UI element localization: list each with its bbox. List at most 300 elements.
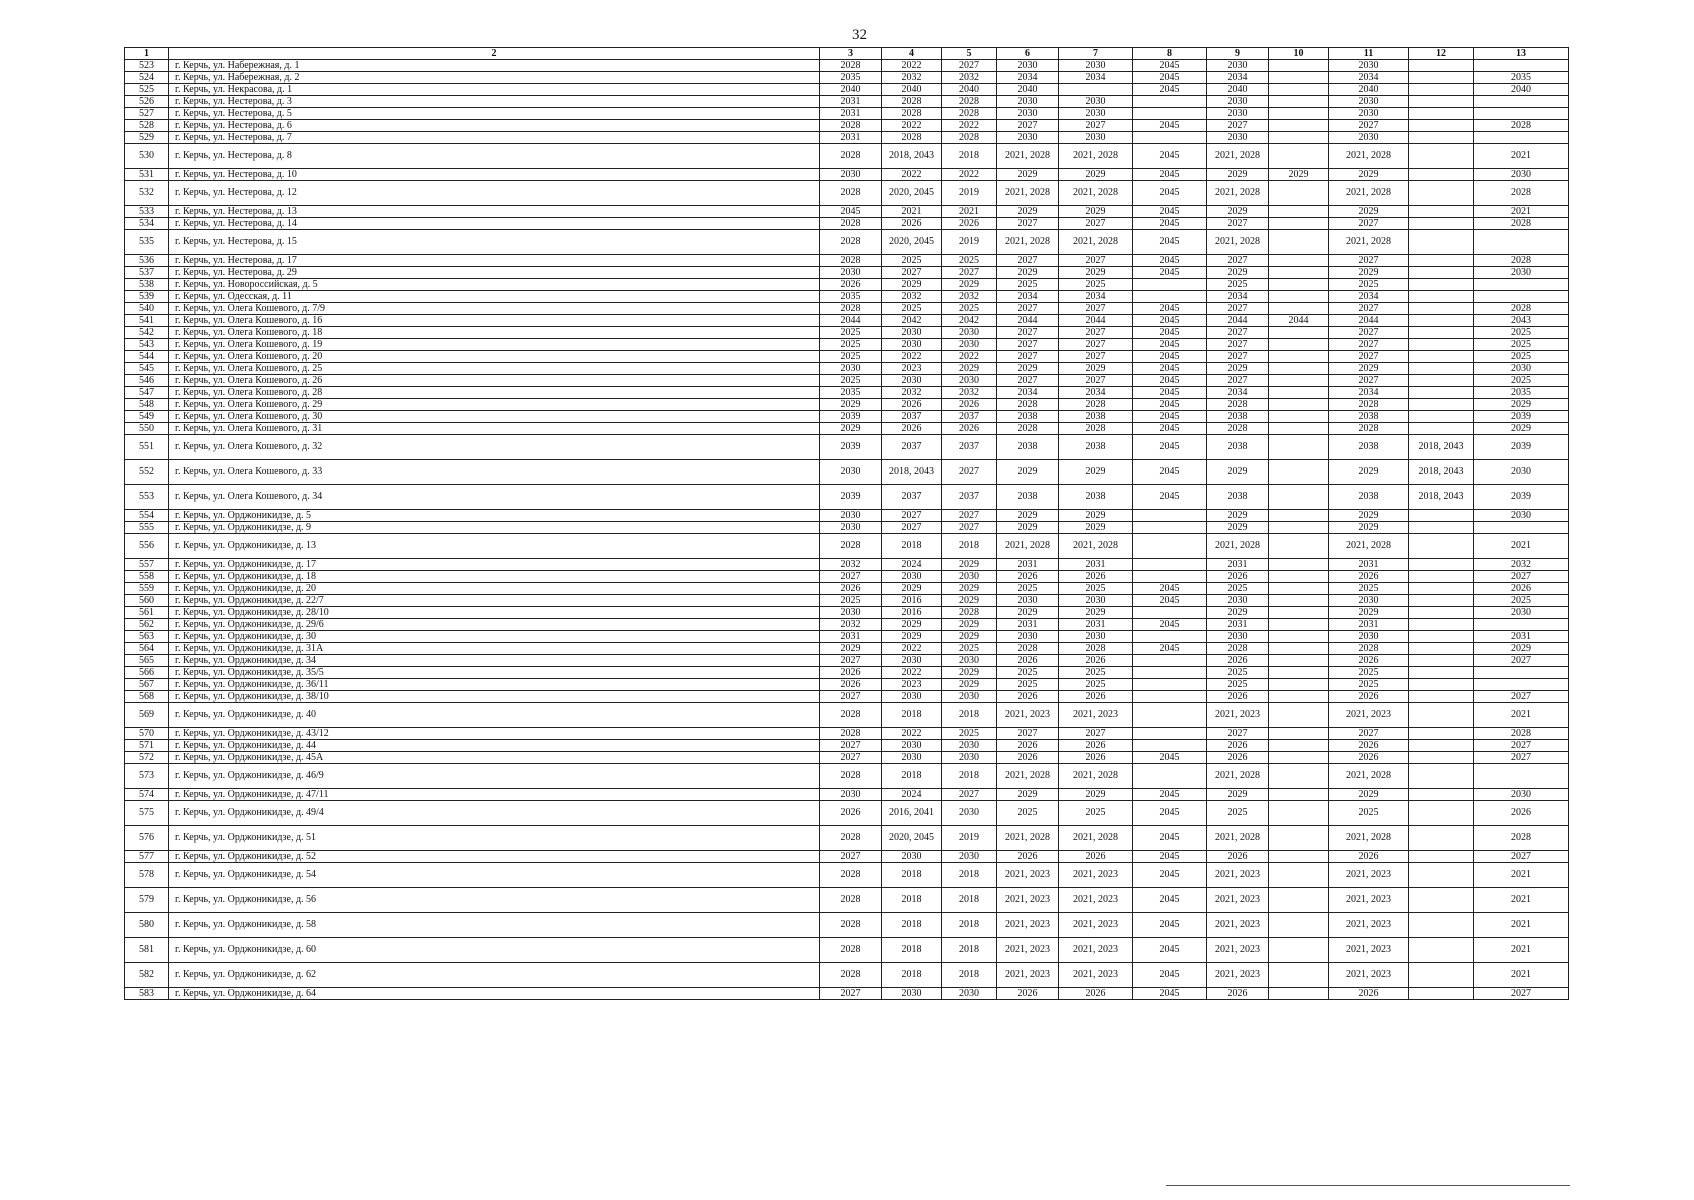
address-cell: г. Керчь, ул. Орджоникидзе, д. 51 <box>169 826 820 851</box>
year-cell: 2021, 2028 <box>1207 826 1269 851</box>
year-cell: 2030 <box>1207 132 1269 144</box>
year-cell: 2018 <box>882 963 942 988</box>
year-cell: 2027 <box>1474 691 1569 703</box>
year-cell: 2040 <box>1207 84 1269 96</box>
year-cell: 2031 <box>1207 619 1269 631</box>
year-cell: 2030 <box>820 169 882 181</box>
year-cell: 2045 <box>1133 913 1207 938</box>
year-cell: 2027 <box>997 327 1059 339</box>
row-number-cell: 562 <box>125 619 169 631</box>
year-cell: 2029 <box>1207 607 1269 619</box>
year-cell <box>1409 60 1474 72</box>
year-cell: 2022 <box>942 169 997 181</box>
year-cell: 2026 <box>942 423 997 435</box>
year-cell: 2029 <box>997 267 1059 279</box>
year-cell: 2045 <box>1133 363 1207 375</box>
address-cell: г. Керчь, ул. Орджоникидзе, д. 46/9 <box>169 764 820 789</box>
table-row <box>125 363 1569 375</box>
year-cell: 2025 <box>820 339 882 351</box>
address-cell: г. Керчь, ул. Олега Кошевого, д. 16 <box>169 315 820 327</box>
year-cell <box>1269 703 1329 728</box>
year-cell <box>1269 206 1329 218</box>
year-cell <box>1269 522 1329 534</box>
year-cell <box>1133 607 1207 619</box>
year-cell <box>1409 96 1474 108</box>
year-cell: 2021, 2028 <box>1329 764 1409 789</box>
year-cell: 2016, 2041 <box>882 801 942 826</box>
column-header: 5 <box>942 48 997 60</box>
year-cell: 2028 <box>820 144 882 169</box>
year-cell: 2026 <box>942 218 997 230</box>
year-cell: 2026 <box>1329 752 1409 764</box>
year-cell: 2021, 2023 <box>1059 938 1133 963</box>
year-cell: 2035 <box>820 387 882 399</box>
year-cell: 2027 <box>997 218 1059 230</box>
table-row <box>125 411 1569 423</box>
year-cell: 2034 <box>1059 72 1133 84</box>
year-cell: 2031 <box>820 132 882 144</box>
row-number-cell: 527 <box>125 108 169 120</box>
row-number-cell: 558 <box>125 571 169 583</box>
year-cell: 2027 <box>1474 851 1569 863</box>
year-cell <box>1409 255 1474 267</box>
year-cell <box>1409 230 1474 255</box>
year-cell: 2029 <box>942 279 997 291</box>
year-cell <box>1269 988 1329 1000</box>
year-cell: 2030 <box>882 339 942 351</box>
year-cell: 2030 <box>942 655 997 667</box>
year-cell: 2032 <box>1474 559 1569 571</box>
row-number-cell: 570 <box>125 728 169 740</box>
year-cell: 2039 <box>1474 485 1569 510</box>
year-cell: 2029 <box>882 619 942 631</box>
year-cell <box>1269 691 1329 703</box>
year-cell: 2039 <box>1474 411 1569 423</box>
year-cell: 2021, 2023 <box>997 863 1059 888</box>
year-cell: 2034 <box>1329 291 1409 303</box>
table-row <box>125 230 1569 255</box>
year-cell: 2045 <box>1133 60 1207 72</box>
year-cell: 2028 <box>1329 399 1409 411</box>
year-cell: 2045 <box>1133 826 1207 851</box>
address-cell: г. Керчь, ул. Орджоникидзе, д. 56 <box>169 888 820 913</box>
year-cell: 2021 <box>1474 206 1569 218</box>
year-cell <box>1269 375 1329 387</box>
year-cell: 2026 <box>1059 571 1133 583</box>
year-cell: 2039 <box>820 485 882 510</box>
year-cell: 2028 <box>1207 643 1269 655</box>
year-cell <box>1269 423 1329 435</box>
year-cell: 2037 <box>882 411 942 423</box>
year-cell: 2029 <box>1059 169 1133 181</box>
year-cell <box>1133 691 1207 703</box>
year-cell: 2023 <box>882 363 942 375</box>
year-cell: 2045 <box>1133 963 1207 988</box>
year-cell: 2030 <box>1207 96 1269 108</box>
year-cell: 2045 <box>1133 206 1207 218</box>
year-cell: 2027 <box>942 60 997 72</box>
year-cell: 2019 <box>942 230 997 255</box>
year-cell: 2025 <box>1329 279 1409 291</box>
year-cell: 2018, 2043 <box>882 144 942 169</box>
year-cell: 2032 <box>882 387 942 399</box>
year-cell: 2030 <box>1329 96 1409 108</box>
year-cell: 2045 <box>1133 411 1207 423</box>
address-cell: г. Керчь, ул. Нестерова, д. 29 <box>169 267 820 279</box>
year-cell <box>1133 96 1207 108</box>
address-cell: г. Керчь, ул. Орджоникидзе, д. 17 <box>169 559 820 571</box>
year-cell: 2025 <box>1329 583 1409 595</box>
row-number-cell: 528 <box>125 120 169 132</box>
year-cell: 2028 <box>942 96 997 108</box>
year-cell: 2025 <box>1059 679 1133 691</box>
row-number-cell: 579 <box>125 888 169 913</box>
year-cell: 2030 <box>942 571 997 583</box>
year-cell: 2040 <box>997 84 1059 96</box>
year-cell: 2030 <box>942 339 997 351</box>
year-cell: 2027 <box>882 522 942 534</box>
year-cell: 2045 <box>1133 218 1207 230</box>
year-cell: 2026 <box>820 279 882 291</box>
year-cell: 2027 <box>820 851 882 863</box>
year-cell: 2035 <box>820 291 882 303</box>
row-number-cell: 543 <box>125 339 169 351</box>
row-number-cell: 529 <box>125 132 169 144</box>
year-cell <box>1133 740 1207 752</box>
year-cell: 2027 <box>1059 120 1133 132</box>
year-cell <box>1269 607 1329 619</box>
column-header: 11 <box>1329 48 1409 60</box>
year-cell: 2025 <box>942 303 997 315</box>
table-header <box>125 48 1569 60</box>
year-cell: 2045 <box>1133 230 1207 255</box>
year-cell: 2038 <box>1329 485 1409 510</box>
year-cell: 2025 <box>1474 375 1569 387</box>
year-cell <box>1409 988 1474 1000</box>
year-cell: 2030 <box>882 327 942 339</box>
year-cell <box>1409 169 1474 181</box>
address-cell: г. Керчь, ул. Орджоникидзе, д. 22/7 <box>169 595 820 607</box>
year-cell: 2021, 2028 <box>1329 230 1409 255</box>
year-cell <box>1269 84 1329 96</box>
row-number-cell: 581 <box>125 938 169 963</box>
table-row <box>125 423 1569 435</box>
year-cell: 2028 <box>820 181 882 206</box>
year-cell: 2026 <box>997 571 1059 583</box>
year-cell: 2031 <box>1329 559 1409 571</box>
year-cell: 2045 <box>1133 375 1207 387</box>
year-cell: 2025 <box>1059 801 1133 826</box>
year-cell: 2030 <box>820 363 882 375</box>
year-cell: 2032 <box>882 291 942 303</box>
year-cell: 2035 <box>1474 72 1569 84</box>
year-cell: 2025 <box>1059 667 1133 679</box>
table-row <box>125 435 1569 460</box>
year-cell: 2021, 2023 <box>1207 963 1269 988</box>
year-cell: 2018 <box>882 913 942 938</box>
year-cell: 2037 <box>942 485 997 510</box>
year-cell: 2021 <box>1474 938 1569 963</box>
year-cell: 2030 <box>882 851 942 863</box>
year-cell: 2021, 2028 <box>997 181 1059 206</box>
year-cell <box>1269 230 1329 255</box>
year-cell: 2030 <box>820 510 882 522</box>
row-number-cell: 541 <box>125 315 169 327</box>
year-cell: 2029 <box>1207 510 1269 522</box>
year-cell <box>1133 291 1207 303</box>
year-cell <box>1269 291 1329 303</box>
table-row <box>125 315 1569 327</box>
year-cell: 2029 <box>1059 789 1133 801</box>
year-cell: 2025 <box>1329 667 1409 679</box>
address-cell: г. Керчь, ул. Набережная, д. 2 <box>169 72 820 84</box>
table-row <box>125 399 1569 411</box>
year-cell <box>1269 255 1329 267</box>
year-cell: 2029 <box>942 595 997 607</box>
year-cell <box>1409 691 1474 703</box>
year-cell: 2026 <box>1207 691 1269 703</box>
year-cell: 2027 <box>1059 728 1133 740</box>
year-cell: 2045 <box>1133 327 1207 339</box>
year-cell <box>1269 595 1329 607</box>
year-cell: 2027 <box>1474 988 1569 1000</box>
year-cell: 2032 <box>882 72 942 84</box>
row-number-cell: 523 <box>125 60 169 72</box>
year-cell: 2045 <box>1133 303 1207 315</box>
year-cell <box>1409 571 1474 583</box>
year-cell: 2021, 2023 <box>1329 938 1409 963</box>
year-cell: 2026 <box>1474 583 1569 595</box>
year-cell: 2038 <box>1329 435 1409 460</box>
year-cell: 2027 <box>1329 375 1409 387</box>
year-cell: 2026 <box>820 583 882 595</box>
address-cell: г. Керчь, ул. Новороссийская, д. 5 <box>169 279 820 291</box>
row-number-cell: 567 <box>125 679 169 691</box>
address-cell: г. Керчь, ул. Олега Кошевого, д. 29 <box>169 399 820 411</box>
column-header: 6 <box>997 48 1059 60</box>
year-cell: 2034 <box>1329 387 1409 399</box>
year-cell: 2038 <box>1207 485 1269 510</box>
year-cell: 2028 <box>1059 423 1133 435</box>
year-cell: 2027 <box>1329 327 1409 339</box>
year-cell: 2029 <box>1329 522 1409 534</box>
row-number-cell: 534 <box>125 218 169 230</box>
year-cell: 2029 <box>942 363 997 375</box>
year-cell: 2025 <box>1059 583 1133 595</box>
table-row <box>125 510 1569 522</box>
year-cell: 2027 <box>997 255 1059 267</box>
year-cell <box>1269 655 1329 667</box>
year-cell: 2045 <box>1133 423 1207 435</box>
table-row <box>125 619 1569 631</box>
row-number-cell: 554 <box>125 510 169 522</box>
year-cell <box>1059 84 1133 96</box>
year-cell: 2029 <box>997 169 1059 181</box>
year-cell <box>1269 938 1329 963</box>
year-cell: 2028 <box>942 108 997 120</box>
year-cell <box>1269 583 1329 595</box>
year-cell: 2018 <box>882 764 942 789</box>
year-cell: 2018 <box>882 888 942 913</box>
year-cell: 2018 <box>942 703 997 728</box>
year-cell: 2031 <box>997 559 1059 571</box>
row-number-cell: 545 <box>125 363 169 375</box>
year-cell: 2040 <box>942 84 997 96</box>
year-cell: 2029 <box>942 667 997 679</box>
year-cell <box>1269 218 1329 230</box>
table-row <box>125 144 1569 169</box>
table-row <box>125 607 1569 619</box>
year-cell: 2031 <box>820 631 882 643</box>
year-cell: 2028 <box>1474 303 1569 315</box>
address-cell: г. Керчь, ул. Олега Кошевого, д. 33 <box>169 460 820 485</box>
table-row <box>125 60 1569 72</box>
year-cell <box>1409 351 1474 363</box>
table-row <box>125 789 1569 801</box>
year-cell: 2045 <box>1133 988 1207 1000</box>
year-cell: 2025 <box>997 279 1059 291</box>
year-cell: 2019 <box>942 826 997 851</box>
year-cell: 2022 <box>882 351 942 363</box>
row-number-cell: 540 <box>125 303 169 315</box>
year-cell: 2027 <box>997 728 1059 740</box>
year-cell: 2038 <box>997 435 1059 460</box>
year-cell: 2030 <box>820 267 882 279</box>
year-cell <box>1474 619 1569 631</box>
year-cell <box>1409 595 1474 607</box>
year-cell: 2037 <box>942 411 997 423</box>
year-cell <box>1474 60 1569 72</box>
address-cell: г. Керчь, ул. Орджоникидзе, д. 13 <box>169 534 820 559</box>
table-row <box>125 375 1569 387</box>
year-cell: 2031 <box>997 619 1059 631</box>
year-cell: 2025 <box>820 595 882 607</box>
year-cell: 2028 <box>1059 399 1133 411</box>
year-cell: 2027 <box>1474 655 1569 667</box>
year-cell: 2027 <box>1059 303 1133 315</box>
year-cell <box>1269 679 1329 691</box>
row-number-cell: 530 <box>125 144 169 169</box>
year-cell: 2031 <box>820 108 882 120</box>
year-cell: 2029 <box>1329 363 1409 375</box>
row-number-cell: 578 <box>125 863 169 888</box>
year-cell: 2028 <box>820 863 882 888</box>
year-cell: 2021, 2023 <box>1207 703 1269 728</box>
year-cell: 2020, 2045 <box>882 826 942 851</box>
address-cell: г. Керчь, ул. Олега Кошевого, д. 7/9 <box>169 303 820 315</box>
year-cell: 2045 <box>1133 460 1207 485</box>
year-cell: 2026 <box>997 655 1059 667</box>
year-cell: 2045 <box>1133 583 1207 595</box>
year-cell: 2021 <box>1474 963 1569 988</box>
year-cell <box>1474 764 1569 789</box>
year-cell: 2026 <box>997 851 1059 863</box>
year-cell: 2045 <box>1133 315 1207 327</box>
year-cell: 2030 <box>1207 631 1269 643</box>
table-row <box>125 132 1569 144</box>
year-cell: 2021, 2023 <box>1329 963 1409 988</box>
row-number-cell: 560 <box>125 595 169 607</box>
year-cell <box>1409 339 1474 351</box>
year-cell: 2027 <box>1207 218 1269 230</box>
year-cell: 2028 <box>942 132 997 144</box>
address-cell: г. Керчь, ул. Нестерова, д. 17 <box>169 255 820 267</box>
address-cell: г. Керчь, ул. Орджоникидзе, д. 28/10 <box>169 607 820 619</box>
year-cell: 2028 <box>997 423 1059 435</box>
year-cell: 2028 <box>882 96 942 108</box>
year-cell <box>1133 679 1207 691</box>
year-cell: 2045 <box>1133 619 1207 631</box>
address-cell: г. Керчь, ул. Орджоникидзе, д. 40 <box>169 703 820 728</box>
year-cell: 2027 <box>1207 327 1269 339</box>
year-cell: 2045 <box>1133 255 1207 267</box>
year-cell: 2045 <box>1133 339 1207 351</box>
year-cell: 2026 <box>1329 655 1409 667</box>
year-cell: 2021, 2023 <box>997 703 1059 728</box>
year-cell: 2021, 2028 <box>1329 181 1409 206</box>
year-cell: 2029 <box>942 619 997 631</box>
address-cell: г. Керчь, ул. Нестерова, д. 6 <box>169 120 820 132</box>
year-cell <box>1269 752 1329 764</box>
year-cell: 2045 <box>1133 435 1207 460</box>
year-cell: 2026 <box>997 988 1059 1000</box>
year-cell: 2018 <box>942 863 997 888</box>
year-cell <box>1269 327 1329 339</box>
year-cell: 2027 <box>1474 571 1569 583</box>
year-cell: 2021, 2028 <box>997 826 1059 851</box>
row-number-cell: 550 <box>125 423 169 435</box>
year-cell: 2030 <box>1474 169 1569 181</box>
year-cell: 2021, 2028 <box>997 144 1059 169</box>
year-cell: 2035 <box>820 72 882 84</box>
year-cell: 2027 <box>997 351 1059 363</box>
year-cell: 2029 <box>882 583 942 595</box>
year-cell <box>1269 534 1329 559</box>
address-cell: г. Керчь, ул. Орджоникидзе, д. 54 <box>169 863 820 888</box>
year-cell: 2021, 2023 <box>1059 963 1133 988</box>
year-cell: 2021 <box>1474 534 1569 559</box>
year-cell: 2030 <box>820 522 882 534</box>
year-cell <box>1269 963 1329 988</box>
year-cell: 2018, 2043 <box>882 460 942 485</box>
table-row <box>125 291 1569 303</box>
year-cell: 2045 <box>1133 752 1207 764</box>
year-cell: 2025 <box>997 667 1059 679</box>
table-row <box>125 522 1569 534</box>
table-row <box>125 96 1569 108</box>
year-cell: 2030 <box>882 740 942 752</box>
year-cell <box>1269 411 1329 423</box>
year-cell: 2044 <box>1059 315 1133 327</box>
year-cell: 2025 <box>882 303 942 315</box>
year-cell <box>1409 863 1474 888</box>
year-cell <box>1269 181 1329 206</box>
year-cell <box>1133 571 1207 583</box>
year-cell <box>1409 291 1474 303</box>
year-cell: 2029 <box>1207 789 1269 801</box>
year-cell: 2030 <box>1329 595 1409 607</box>
year-cell <box>1409 667 1474 679</box>
row-number-cell: 544 <box>125 351 169 363</box>
year-cell <box>1409 327 1474 339</box>
year-cell: 2030 <box>1474 460 1569 485</box>
year-cell: 2021, 2023 <box>1059 863 1133 888</box>
year-cell: 2021, 2023 <box>1059 913 1133 938</box>
housing-repair-schedule-table <box>124 47 1569 1000</box>
year-cell: 2045 <box>1133 181 1207 206</box>
year-cell <box>1133 655 1207 667</box>
year-cell: 2029 <box>1269 169 1329 181</box>
